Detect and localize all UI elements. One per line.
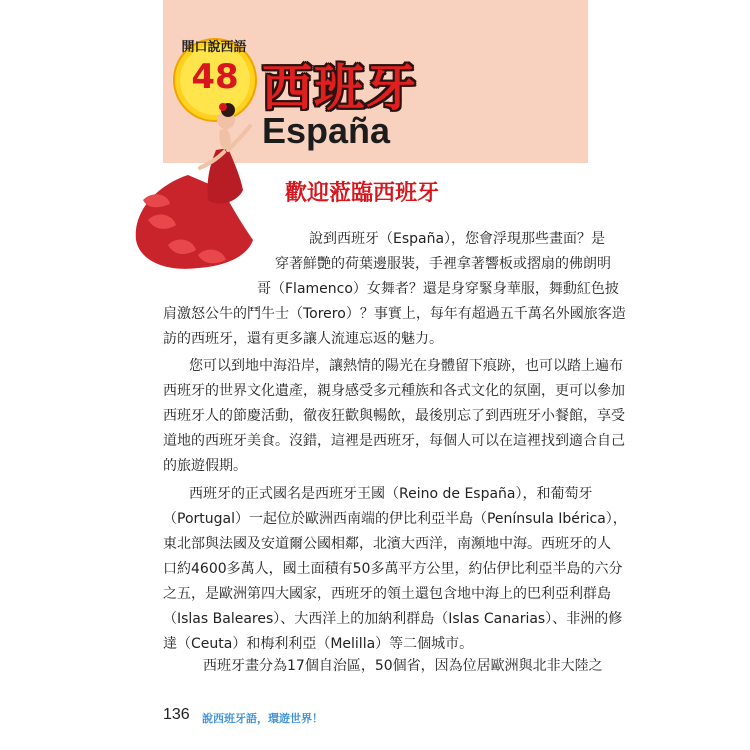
text-line: 哥（Flamenco）女舞者？還是身穿緊身華服，舞動紅色披 xyxy=(257,281,619,297)
text-line: 口約4600多萬人，國土面積有50多萬平方公里，約佔伊比利亞半島的六分 xyxy=(163,561,623,577)
text-line: （Portugal）一起位於歐洲西南端的伊比利亞半島（Península Ibérica）， xyxy=(163,511,627,527)
flamenco-dancer-illustration xyxy=(128,90,278,275)
text-line: 道地的西班牙美食。沒錯，這裡是西班牙，每個人可以在這裡找到適合自己 xyxy=(163,433,625,449)
page-number: 136 xyxy=(163,706,190,723)
text-line: 達（Ceuta）和梅利利亞（Melilla）等二個城市。 xyxy=(163,636,474,652)
paragraph-4 xyxy=(163,654,603,679)
badge-number: 48 xyxy=(191,57,239,97)
text-line: 西班牙畫分為17個自治區，50個省，因為位居歐洲與北非大陸之 xyxy=(203,658,603,674)
page-title-chinese: 西班牙 xyxy=(262,59,418,117)
text-line: 肩激怒公牛的鬥牛士（Torero）？事實上，每年有超過五千萬名外國旅客造 xyxy=(163,306,626,322)
text-line: 西班牙的世界文化遺產，親身感受多元種族和各式文化的氛圍，更可以參加 xyxy=(163,383,625,399)
text-line: 之五，是歐洲第四大國家，西班牙的領土還包含地中海上的巴利亞利群島 xyxy=(163,586,611,602)
paragraph-2 xyxy=(163,354,625,479)
footer-series-title: 說西班牙語，環遊世界！ xyxy=(202,712,323,725)
text-line: 說到西班牙（España），您會浮現那些畫面？是 xyxy=(309,231,606,247)
text-line: 訪的西班牙，還有更多讓人流連忘返的魅力。 xyxy=(163,331,443,347)
section-title: 歡迎蒞臨西班牙 xyxy=(285,181,440,206)
text-line: （Islas Baleares）、大西洋上的加納利群島（Islas Canarias）、非洲的修 xyxy=(163,611,623,627)
text-line: 的旅遊假期。 xyxy=(163,458,247,474)
paragraph-3 xyxy=(163,482,627,657)
text-line: 西班牙的正式國名是西班牙王國（Reino de España），和葡萄牙 xyxy=(189,486,593,502)
text-line: 穿著鮮艷的荷葉邊服裝，手裡拿著響板或摺扇的佛朗明 xyxy=(275,256,611,272)
text-line: 西班牙人的節慶活動，徹夜狂歡與暢飲，最後別忘了到西班牙小餐館，享受 xyxy=(163,408,625,424)
page-title-spanish: España xyxy=(262,110,391,151)
badge-label: 開口說西語 xyxy=(181,40,247,55)
text-line: 東北部與法國及安道爾公國相鄰，北濱大西洋，南瀕地中海。西班牙的人 xyxy=(163,536,611,552)
text-line: 您可以到地中海沿岸，讓熱情的陽光在身體留下痕跡，也可以踏上遍布 xyxy=(189,358,623,374)
